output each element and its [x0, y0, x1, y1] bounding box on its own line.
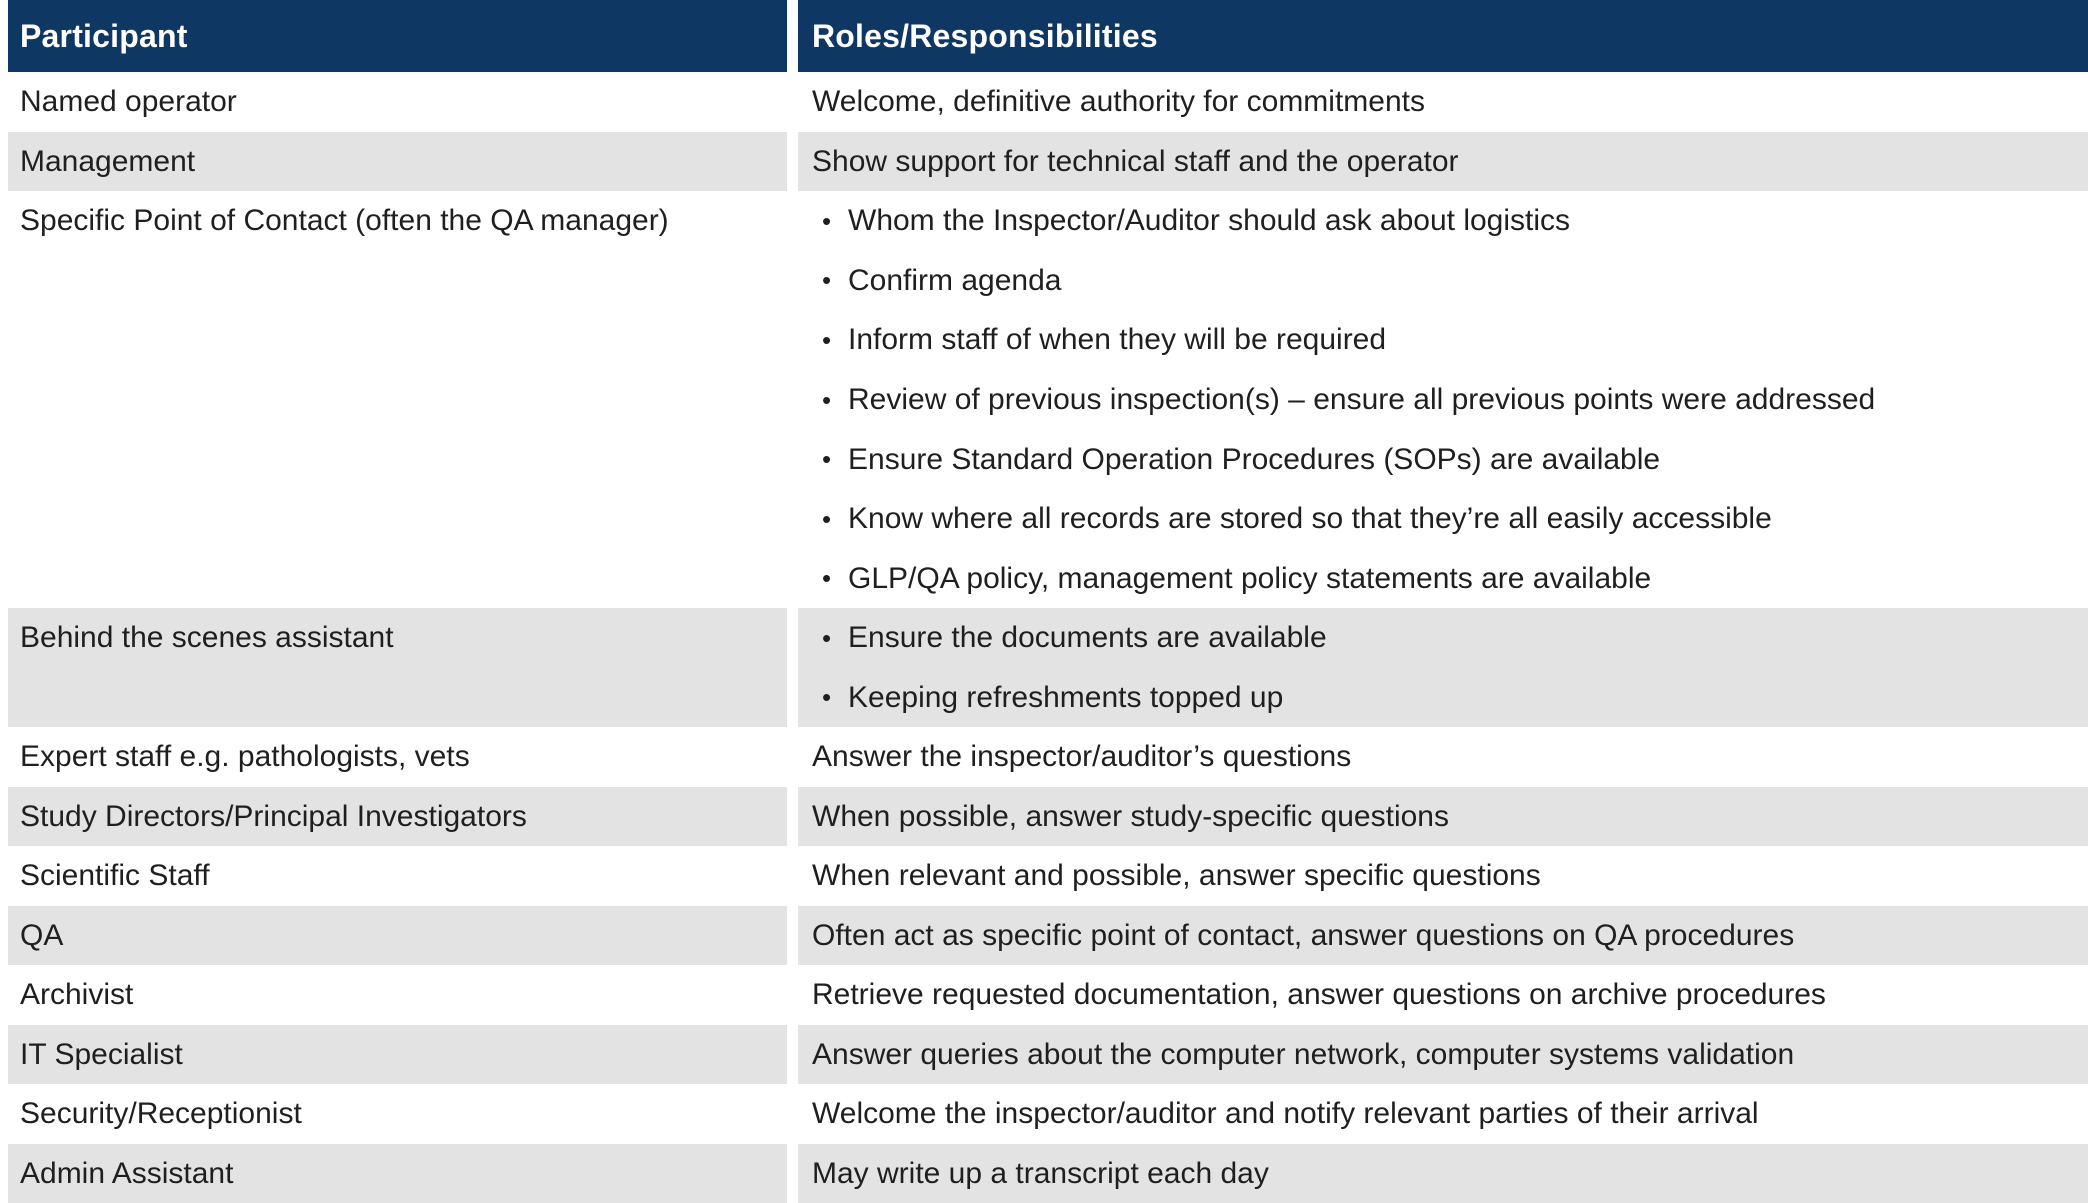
participant-cell: [8, 72, 787, 132]
role-text: Answer queries about the computer network, computer systems validation: [812, 1037, 1795, 1071]
roles-cell: [798, 1144, 2088, 1203]
role-text: Ensure the documents are available: [848, 621, 1327, 655]
participant-name: Expert staff e.g. pathologists, vets: [20, 740, 470, 774]
roles-bullet-list: [812, 608, 2070, 727]
role-bullet-item: [822, 310, 2070, 370]
roles-cell: [798, 1025, 2088, 1085]
role-bullet-item: [822, 191, 2070, 251]
participant-cell: [8, 906, 787, 966]
role-bullet-item: [822, 548, 2070, 608]
role-text: Whom the Inspector/Auditor should ask about logistics: [848, 204, 1571, 238]
participant-cell: [8, 608, 787, 727]
roles-column-header: Roles/Responsibilities: [812, 17, 1158, 54]
table-row: [8, 72, 2088, 132]
participant-name: Named operator: [20, 85, 237, 118]
participant-cell: [8, 846, 787, 906]
role-text: Welcome, definitive authority for commitments: [812, 85, 1425, 118]
role-text: Welcome the inspector/auditor and notify relevant parties of their arrival: [812, 1097, 1759, 1131]
table-row: [8, 906, 2088, 966]
role-bullet-item: [822, 489, 2070, 549]
table-row: [8, 1084, 2088, 1144]
table-row: [8, 132, 2088, 192]
participant-cell: [8, 787, 787, 847]
role-text: Confirm agenda: [848, 263, 1062, 297]
role-text: Ensure Standard Operation Procedures (SOPs) are available: [848, 442, 1661, 476]
role-text: Retrieve requested documentation, answer questions on archive procedures: [812, 978, 1826, 1012]
participant-name: QA: [20, 918, 64, 952]
participant-cell: [8, 191, 787, 608]
participant-name: Behind the scenes assistant: [20, 620, 394, 654]
participant-cell: [8, 1144, 787, 1203]
participant-name: IT Specialist: [20, 1037, 183, 1071]
role-bullet-item: [822, 429, 2070, 489]
bullet-icon: •: [822, 265, 832, 296]
roles-bullet-list: [812, 191, 2070, 608]
roles-cell: [798, 965, 2088, 1025]
participant-name: Management: [20, 144, 196, 178]
roles-cell: [798, 72, 2088, 132]
table-row: [8, 787, 2088, 847]
participant-name: Admin Assistant: [20, 1156, 234, 1190]
participant-name: Study Directors/Principal Investigators: [20, 799, 527, 833]
bullet-icon: •: [822, 622, 832, 653]
roles-cell: [798, 132, 2088, 192]
roles-cell: [798, 1084, 2088, 1144]
roles-cell: [798, 727, 2088, 787]
role-text: Often act as specific point of contact, answer questions on QA procedures: [812, 918, 1795, 952]
roles-cell: [798, 787, 2088, 847]
bullet-icon: •: [822, 444, 832, 475]
table-body: [8, 72, 2088, 1203]
role-text: Answer the inspector/auditor’s questions: [812, 740, 1352, 774]
table-row: [8, 191, 2088, 608]
table-row: [8, 965, 2088, 1025]
role-text: Show support for technical staff and the operator: [812, 144, 1459, 178]
role-text: May write up a transcript each day: [812, 1156, 1269, 1190]
role-bullet-item: [822, 608, 2070, 668]
bullet-icon: •: [822, 324, 832, 355]
role-text: Keeping refreshments topped up: [848, 680, 1284, 714]
participant-name: Specific Point of Contact (often the QA manager): [20, 204, 669, 238]
role-text: GLP/QA policy, management policy statements are available: [848, 561, 1652, 595]
participant-cell: [8, 1025, 787, 1085]
table-row: [8, 608, 2088, 727]
bullet-icon: •: [822, 682, 832, 713]
table-row: [8, 1025, 2088, 1085]
participants-roles-table: [8, 0, 2088, 1203]
header-cell-roles: [798, 0, 2088, 72]
role-bullet-item: [822, 251, 2070, 311]
header-cell-participant: [8, 0, 787, 72]
bullet-icon: •: [822, 503, 832, 534]
table-header-row: [8, 0, 2088, 72]
role-bullet-item: [822, 667, 2070, 727]
participant-cell: [8, 727, 787, 787]
roles-cell: [798, 906, 2088, 966]
roles-cell: [798, 846, 2088, 906]
bullet-icon: •: [822, 384, 832, 415]
table-row: [8, 846, 2088, 906]
bullet-icon: •: [822, 563, 832, 594]
participant-cell: [8, 1084, 787, 1144]
roles-cell: [798, 608, 2088, 727]
role-text: Know where all records are stored so that they’re all easily accessible: [848, 502, 1772, 536]
table-row: [8, 727, 2088, 787]
role-bullet-item: [822, 370, 2070, 430]
participant-name: Scientific Staff: [20, 859, 210, 893]
participant-column-header: Participant: [20, 17, 188, 54]
participant-cell: [8, 965, 787, 1025]
role-text: When relevant and possible, answer specific questions: [812, 859, 1541, 893]
role-text: When possible, answer study-specific questions: [812, 799, 1449, 833]
role-text: Inform staff of when they will be required: [848, 323, 1387, 357]
table-row: [8, 1144, 2088, 1203]
roles-cell: [798, 191, 2088, 608]
participant-name: Security/Receptionist: [20, 1097, 302, 1131]
role-text: Review of previous inspection(s) – ensure all previous points were addressed: [848, 383, 1876, 416]
bullet-icon: •: [822, 205, 832, 236]
participant-cell: [8, 132, 787, 192]
participant-name: Archivist: [20, 978, 134, 1012]
